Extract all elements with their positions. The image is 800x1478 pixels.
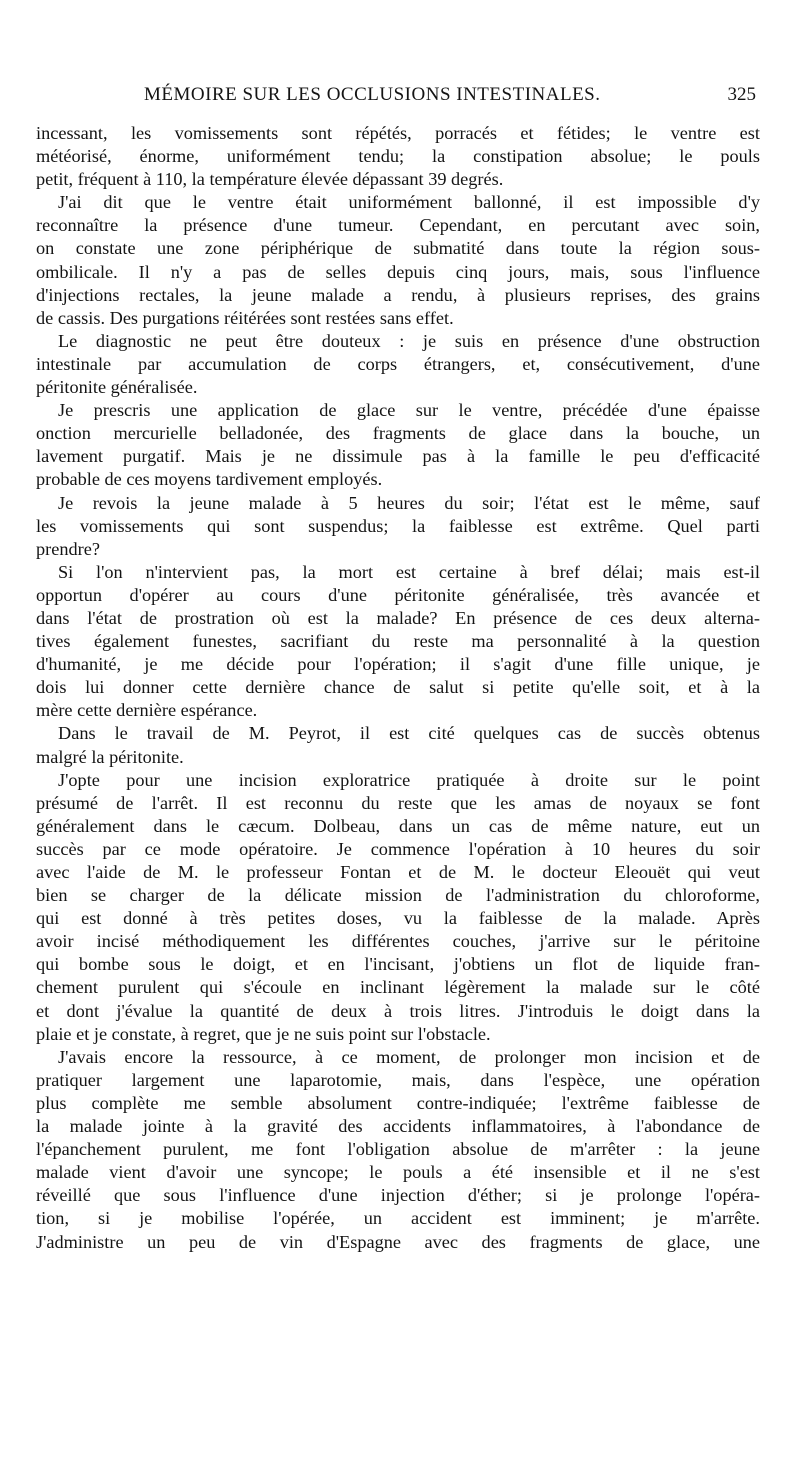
text-line: pratiquer largement une laparotomie, mais, dans l'espèce, une opération <box>36 1069 760 1090</box>
paragraph <box>36 122 760 191</box>
text-line: de cassis. Des purgations réitérées sont restées sans effet. <box>36 307 454 328</box>
paragraph <box>36 1046 760 1254</box>
text-line: petit, fréquent à 110, la température élevée dépassant 39 degrés. <box>36 169 504 190</box>
text-line: Je prescris une application de glace sur le ventre, précédée d'une épaisse <box>58 400 760 421</box>
text-line: Si l'on n'intervient pas, la mort est certaine à bref délai; mais est-il <box>58 561 760 582</box>
text-line: les vomissements qui sont suspendus; la faiblesse est extrême. Quel parti <box>36 515 760 536</box>
text-line: incessant, les vomissements sont répétés, porracés et fétides; le ventre est <box>36 123 760 143</box>
text-line: chement purulent qui s'écoule en inclinant légèrement la malade sur le côté <box>36 977 760 998</box>
text-line: J'ai dit que le ventre était uniformément ballonné, il est impossible d'y <box>58 192 760 213</box>
text-line: opportun d'opérer au cours d'une péritonite généralisée, très avancée et <box>36 584 760 605</box>
text-line: avec l'aide de M. le professeur Fontan et de M. le docteur Eleouët qui veut <box>36 862 760 882</box>
text-line: dans l'état de prostration où est la malade? En présence de ces deux alterna- <box>36 607 760 628</box>
paragraph <box>36 769 760 1046</box>
running-header <box>36 84 760 114</box>
text-line: lavement purgatif. Mais je ne dissimule pas à la famille le peu d'efficacité <box>36 446 760 467</box>
paragraph <box>36 191 760 330</box>
text-line: avoir incisé méthodiquement les différentes couches, j'arrive sur le péritoine <box>36 931 760 952</box>
text-line: onction mercurielle belladonée, des fragments de glace dans la bouche, un <box>36 423 760 444</box>
text-line: intestinale par accumulation de corps étrangers, et, consécutivement, d'une <box>36 353 760 374</box>
text-line: malade vient d'avoir une syncope; le pouls a été insensible et il ne s'est <box>36 1162 760 1183</box>
paragraph <box>36 722 760 768</box>
text-line: mère cette dernière espérance. <box>36 700 258 721</box>
text-line: ombilicale. Il n'y a pas de selles depuis cinq jours, mais, sous l'influence <box>36 261 760 282</box>
text-line: succès par ce mode opératoire. Je commence l'opération à 10 heures du soir <box>36 838 760 859</box>
text-line: réveillé que sous l'influence d'une injection d'éther; si je prolonge l'opéra- <box>36 1185 760 1206</box>
text-line: d'humanité, je me décide pour l'opération; il s'agit d'une fille unique, je <box>36 654 760 675</box>
text-line: et dont j'évalue la quantité de deux à trois litres. J'introduis le doigt dans la <box>36 1000 760 1021</box>
text-line: météorisé, énorme, uniformément tendu; la constipation absolue; le pouls <box>36 146 760 167</box>
text-line: dois lui donner cette dernière chance de salut si petite qu'elle soit, et à la <box>36 677 760 698</box>
text-line: bien se charger de la délicate mission de l'administration du chloroforme, <box>36 885 760 906</box>
text-line: qui bombe sous le doigt, et en l'incisant, j'obtiens un flot de liquide fran- <box>36 954 760 975</box>
text-line: tion, si je mobilise l'opérée, un accident est imminent; je m'arrête. <box>36 1208 760 1229</box>
text-line: d'injections rectales, la jeune malade a rendu, à plusieurs reprises, des grains <box>36 284 760 305</box>
text-line: malgré la péritonite. <box>36 746 184 767</box>
text-line: l'épanchement purulent, me font l'obligation absolue de m'arrêter : la jeune <box>36 1139 760 1160</box>
text-line: généralement dans le cæcum. Dolbeau, dans un cas de même nature, eut un <box>36 815 760 836</box>
text-line: plus complète me semble absolument contre-indiquée; l'extrême faiblesse de <box>36 1092 760 1113</box>
text-line: péritonite généralisée. <box>36 377 198 398</box>
page-number: 325 <box>727 84 756 105</box>
paragraph <box>36 492 760 561</box>
text-line: Le diagnostic ne peut être douteux : je suis en présence d'une obstruction <box>58 330 760 351</box>
text-line: prendre? <box>36 538 100 559</box>
text-line: J'avais encore la ressource, à ce moment, de prolonger mon incision et de <box>58 1046 760 1067</box>
text-line: la malade jointe à la gravité des accidents inflammatoires, à l'abondance de <box>36 1116 760 1137</box>
text-line: J'opte pour une incision exploratrice pratiquée à droite sur le point <box>58 769 760 790</box>
text-line: Dans le travail de M. Peyrot, il est cité quelques cas de succès obtenus <box>58 723 760 744</box>
text-line: présumé de l'arrêt. Il est reconnu du reste que les amas de noyaux se font <box>36 792 760 813</box>
text-line: Je revois la jeune malade à 5 heures du soir; l'état est le même, sauf <box>58 492 760 513</box>
paragraph <box>36 399 760 491</box>
text-line: J'administre un peu de vin d'Espagne avec des fragments de glace, une <box>36 1231 760 1252</box>
running-title: MÉMOIRE SUR LES OCCLUSIONS INTESTINALES. <box>144 84 601 105</box>
book-page <box>36 84 760 1254</box>
text-line: probable de ces moyens tardivement employés. <box>36 469 383 490</box>
body-text <box>36 122 760 1254</box>
paragraph <box>36 330 760 399</box>
text-line: plaie et je constate, à regret, que je ne suis point sur l'obstacle. <box>36 1023 491 1044</box>
paragraph <box>36 561 760 723</box>
text-line: tives également funestes, sacrifiant du reste ma personnalité à la question <box>36 631 760 652</box>
text-line: on constate une zone périphérique de submatité dans toute la région sous- <box>36 238 760 259</box>
text-line: qui est donné à très petites doses, vu la faiblesse de la malade. Après <box>36 908 760 929</box>
text-line: reconnaître la présence d'une tumeur. Cependant, en percutant avec soin, <box>36 215 760 236</box>
